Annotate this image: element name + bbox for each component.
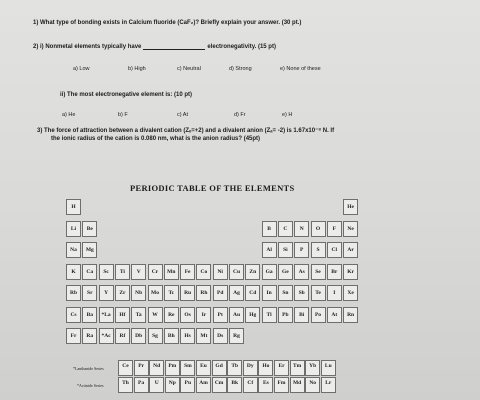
element-symbol: Es xyxy=(262,380,269,386)
element-symbol: Rn xyxy=(347,311,355,318)
element-cell xyxy=(66,199,81,215)
element-symbol: P xyxy=(300,247,304,253)
q2-option-e[interactable]: e) None of these xyxy=(280,66,321,72)
actinide-series-label: *Actinide Series xyxy=(77,383,104,388)
element-cell xyxy=(311,285,326,301)
element-cell xyxy=(115,307,130,323)
element-symbol: Hf xyxy=(119,311,126,318)
element-symbol: Eu xyxy=(200,363,207,369)
element-cell xyxy=(180,307,195,323)
element-cell xyxy=(294,221,309,237)
element-symbol: No xyxy=(309,380,317,386)
element-symbol: Ge xyxy=(282,268,289,275)
element-cell xyxy=(82,328,97,344)
f-block-element-cell xyxy=(134,360,149,376)
element-cell xyxy=(327,242,342,258)
f-block-element-cell xyxy=(321,377,336,393)
f-block-element-cell xyxy=(165,377,180,393)
element-cell xyxy=(343,242,358,258)
element-symbol: Sr xyxy=(87,290,93,296)
answer-blank[interactable] xyxy=(143,49,205,50)
element-cell xyxy=(82,221,97,237)
element-symbol: W xyxy=(152,311,158,318)
element-symbol: Co xyxy=(200,268,208,275)
element-symbol: Ce xyxy=(122,363,129,369)
f-block-element-cell xyxy=(134,377,149,393)
element-cell xyxy=(115,264,130,280)
element-cell xyxy=(164,328,179,344)
element-symbol: Ru xyxy=(184,290,192,296)
element-symbol: Rh xyxy=(200,290,208,296)
element-cell xyxy=(229,264,244,280)
element-symbol: *Ac xyxy=(101,333,111,339)
element-cell xyxy=(213,307,228,323)
element-cell xyxy=(180,264,195,280)
f-block-element-cell xyxy=(118,377,133,393)
f-block-element-cell xyxy=(227,360,242,376)
element-cell xyxy=(115,285,130,301)
q2-option-c[interactable]: c) Neutral xyxy=(177,66,201,72)
element-cell xyxy=(278,221,293,237)
f-block-element-cell xyxy=(196,360,211,376)
element-cell xyxy=(82,285,97,301)
element-symbol: Ti xyxy=(119,268,125,275)
f-block-element-cell xyxy=(243,360,258,376)
element-symbol: Al xyxy=(266,247,272,253)
lanthanide-series-label: *Lanthanide Series xyxy=(73,366,104,371)
f-block-element-cell xyxy=(180,360,195,376)
element-symbol: Mn xyxy=(167,268,176,275)
element-symbol: Nd xyxy=(153,363,161,369)
element-symbol: Am xyxy=(199,380,208,386)
element-symbol: Mo xyxy=(151,290,159,296)
element-symbol: Tb xyxy=(231,363,239,369)
periodic-table xyxy=(66,199,362,359)
q2ii-option-e[interactable]: e) H xyxy=(282,112,293,118)
element-symbol: Rg xyxy=(233,333,240,339)
element-symbol: Md xyxy=(292,380,302,386)
f-block-element-cell xyxy=(274,360,289,376)
element-cell xyxy=(66,264,81,280)
element-symbol: Rb xyxy=(69,290,78,296)
element-symbol: U xyxy=(154,380,159,386)
question-2-sub-stem: ii) The most electronegative element is: (10 pt) xyxy=(60,92,193,98)
element-symbol: Hs xyxy=(184,333,191,339)
element-symbol: Mg xyxy=(85,247,94,253)
element-symbol: Ho xyxy=(262,363,270,369)
element-cell xyxy=(278,242,293,258)
element-symbol: Pr xyxy=(138,363,144,369)
element-cell xyxy=(99,285,114,301)
f-block-element-cell xyxy=(258,360,273,376)
element-symbol: S xyxy=(316,247,320,253)
element-symbol: Au xyxy=(232,311,241,318)
element-symbol: Nb xyxy=(135,290,143,296)
element-cell xyxy=(229,307,244,323)
element-cell xyxy=(180,328,195,344)
element-cell xyxy=(164,285,179,301)
f-block-element-cell xyxy=(258,377,273,393)
element-cell xyxy=(196,307,211,323)
element-symbol: I xyxy=(333,290,336,296)
element-symbol: Re xyxy=(168,311,175,318)
element-symbol: F xyxy=(332,225,336,232)
element-symbol: Tm xyxy=(292,363,302,369)
element-symbol: Kr xyxy=(347,268,354,275)
q2-option-a[interactable]: a) Low xyxy=(73,66,90,72)
element-symbol: Db xyxy=(135,333,143,339)
question-2-stem-a: 2) i) Nonmetal elements typically have xyxy=(33,44,142,50)
element-cell xyxy=(99,307,114,323)
element-cell xyxy=(262,285,277,301)
element-cell xyxy=(180,285,195,301)
element-symbol: Pm xyxy=(168,363,177,369)
element-cell xyxy=(294,285,309,301)
element-symbol: As xyxy=(298,268,305,275)
element-cell xyxy=(245,307,260,323)
element-cell xyxy=(82,307,97,323)
f-block-element-cell xyxy=(227,377,242,393)
element-cell xyxy=(343,285,358,301)
question-3-line-1: 3) The force of attraction between a divalent cation (Zₑ=+2) and a divalent anion (Zₐ= -2) is 1.67x10⁻⁸ N. If xyxy=(37,128,335,134)
element-symbol: Sm xyxy=(184,363,192,369)
element-cell xyxy=(327,221,342,237)
q2ii-option-c[interactable]: c) At xyxy=(177,112,189,118)
element-symbol: B xyxy=(267,225,271,232)
element-cell xyxy=(229,285,244,301)
q2ii-option-b[interactable]: b) F xyxy=(118,112,128,118)
element-cell xyxy=(343,307,358,323)
element-symbol: Pt xyxy=(217,311,223,318)
f-block-element-cell xyxy=(290,377,305,393)
f-block-element-cell xyxy=(321,360,336,376)
element-symbol: Tl xyxy=(266,311,272,318)
f-block-element-cell xyxy=(212,377,227,393)
element-symbol: Bi xyxy=(299,311,305,318)
element-symbol: C xyxy=(283,225,288,232)
element-symbol: Cf xyxy=(247,380,254,386)
element-symbol: Si xyxy=(283,247,288,253)
element-symbol: Rf xyxy=(119,333,126,339)
element-cell xyxy=(66,221,81,237)
element-symbol: Mt xyxy=(200,333,208,339)
element-cell xyxy=(99,264,114,280)
element-symbol: Zn xyxy=(249,268,257,275)
element-cell xyxy=(66,242,81,258)
element-symbol: Fr xyxy=(70,333,77,339)
element-symbol: Bk xyxy=(231,380,239,386)
element-cell xyxy=(294,307,309,323)
element-symbol: Ar xyxy=(347,247,354,253)
element-cell xyxy=(278,307,293,323)
element-cell xyxy=(343,264,358,280)
element-symbol: Pu xyxy=(184,380,192,386)
f-block-element-cell xyxy=(212,360,227,376)
element-cell xyxy=(262,264,277,280)
element-cell xyxy=(196,285,211,301)
element-cell xyxy=(148,264,163,280)
element-symbol: Ga xyxy=(265,268,273,275)
f-block-element-cell xyxy=(243,377,258,393)
f-block-element-cell xyxy=(149,377,164,393)
element-symbol: Po xyxy=(314,311,322,318)
element-cell xyxy=(131,328,146,344)
element-cell xyxy=(343,221,358,237)
element-cell xyxy=(262,242,277,258)
element-cell xyxy=(327,264,342,280)
element-cell xyxy=(245,285,260,301)
element-symbol: Be xyxy=(86,225,93,232)
q2ii-option-d[interactable]: d) Fr xyxy=(234,112,246,118)
question-2-stem xyxy=(33,44,276,50)
f-block-element-cell xyxy=(118,360,133,376)
q2-option-d[interactable]: d) Strong xyxy=(229,66,252,72)
element-cell xyxy=(262,221,277,237)
element-cell xyxy=(115,328,130,344)
element-cell xyxy=(294,242,309,258)
element-symbol: H xyxy=(71,204,76,210)
element-symbol: Er xyxy=(278,363,285,369)
element-cell xyxy=(164,264,179,280)
element-symbol: Gd xyxy=(215,363,223,369)
element-symbol: Se xyxy=(315,268,321,275)
element-cell xyxy=(311,242,326,258)
periodic-table-title: PERIODIC TABLE OF THE ELEMENTS xyxy=(130,183,295,193)
element-symbol: Ne xyxy=(347,225,354,232)
element-symbol: Cs xyxy=(70,311,77,318)
element-symbol: Sg xyxy=(152,333,158,339)
element-symbol: Li xyxy=(70,225,77,232)
element-cell xyxy=(262,307,277,323)
element-symbol: Ag xyxy=(233,290,240,296)
question-1: 1) What type of bonding exists in Calcium fluoride (CaF₂)? Briefly explain your answer. (30 pt.) xyxy=(33,20,302,26)
f-block-element-cell xyxy=(274,377,289,393)
element-symbol: Pb xyxy=(282,311,289,318)
element-symbol: Ta xyxy=(135,311,142,318)
element-cell xyxy=(66,328,81,344)
element-symbol: Pd xyxy=(216,290,224,296)
element-symbol: N xyxy=(299,225,304,232)
element-symbol: Pa xyxy=(138,380,145,386)
question-2-stem-b: electronegativity. (15 pt) xyxy=(207,44,276,50)
element-cell xyxy=(311,221,326,237)
element-symbol: Fm xyxy=(277,380,286,386)
element-symbol: In xyxy=(266,290,272,296)
element-symbol: Yb xyxy=(309,363,317,369)
element-cell xyxy=(327,307,342,323)
element-cell xyxy=(213,264,228,280)
f-block-element-cell xyxy=(165,360,180,376)
element-symbol: Ni xyxy=(217,268,223,275)
element-cell xyxy=(148,285,163,301)
f-block-element-cell xyxy=(290,360,305,376)
element-cell xyxy=(278,264,293,280)
element-symbol: Tc xyxy=(168,290,175,296)
element-symbol: Ra xyxy=(86,333,94,339)
element-symbol: V xyxy=(136,268,141,275)
f-block-element-cell xyxy=(149,360,164,376)
element-cell xyxy=(131,285,146,301)
element-cell xyxy=(66,285,81,301)
element-symbol: Ca xyxy=(86,268,94,275)
element-symbol: Xe xyxy=(347,290,354,296)
element-symbol: Te xyxy=(315,290,321,296)
element-symbol: Lu xyxy=(324,363,332,369)
element-cell xyxy=(213,328,228,344)
element-symbol: Na xyxy=(70,247,77,253)
element-symbol: He xyxy=(347,204,354,210)
f-block-element-cell xyxy=(305,360,320,376)
element-cell xyxy=(82,264,97,280)
element-symbol: At xyxy=(331,311,338,318)
element-symbol: Cd xyxy=(249,290,257,296)
element-cell xyxy=(311,264,326,280)
element-symbol: Cl xyxy=(331,247,338,253)
element-symbol: Zr xyxy=(119,290,126,296)
element-cell xyxy=(343,199,358,215)
element-symbol: Th xyxy=(122,380,129,386)
element-cell xyxy=(131,264,146,280)
element-symbol: Np xyxy=(168,380,176,386)
element-symbol: Dy xyxy=(246,363,254,369)
element-cell xyxy=(164,307,179,323)
element-symbol: O xyxy=(315,225,321,232)
element-cell xyxy=(148,328,163,344)
element-symbol: Ds xyxy=(217,333,224,339)
element-symbol: *La xyxy=(101,311,111,318)
element-cell xyxy=(196,264,211,280)
element-cell xyxy=(213,285,228,301)
element-cell xyxy=(229,328,244,344)
element-cell xyxy=(131,307,146,323)
element-symbol: Sc xyxy=(103,268,109,275)
element-symbol: Ir xyxy=(201,311,207,318)
element-cell xyxy=(278,285,293,301)
question-3-line-2: the ionic radius of the cation is 0.080 nm, what is the anion radius? (45pt) xyxy=(51,136,261,142)
element-symbol: Ba xyxy=(86,311,93,318)
element-cell xyxy=(82,242,97,258)
element-symbol: Cu xyxy=(232,268,241,275)
f-block-element-cell xyxy=(196,377,211,393)
element-symbol: Fe xyxy=(184,268,191,275)
f-block-element-cell xyxy=(305,377,320,393)
element-cell xyxy=(196,328,211,344)
q2ii-option-a[interactable]: a) He xyxy=(62,112,76,118)
element-symbol: Sn xyxy=(282,290,289,296)
element-symbol: Cr xyxy=(151,268,159,275)
element-cell xyxy=(99,328,114,344)
f-block-element-cell xyxy=(180,377,195,393)
element-symbol: K xyxy=(71,268,76,275)
element-symbol: Bh xyxy=(167,333,175,339)
element-symbol: Cm xyxy=(214,380,224,386)
element-symbol: Br xyxy=(331,268,338,275)
element-cell xyxy=(148,307,163,323)
element-cell xyxy=(311,307,326,323)
element-cell xyxy=(327,285,342,301)
element-symbol: Sb xyxy=(298,290,305,296)
element-symbol: Os xyxy=(184,311,191,318)
element-symbol: Hg xyxy=(249,311,257,318)
element-symbol: Lr xyxy=(325,380,332,386)
element-cell xyxy=(66,307,81,323)
element-cell xyxy=(294,264,309,280)
q2-option-b[interactable]: b) High xyxy=(128,66,146,72)
element-symbol: Y xyxy=(104,290,109,296)
element-cell xyxy=(245,264,260,280)
